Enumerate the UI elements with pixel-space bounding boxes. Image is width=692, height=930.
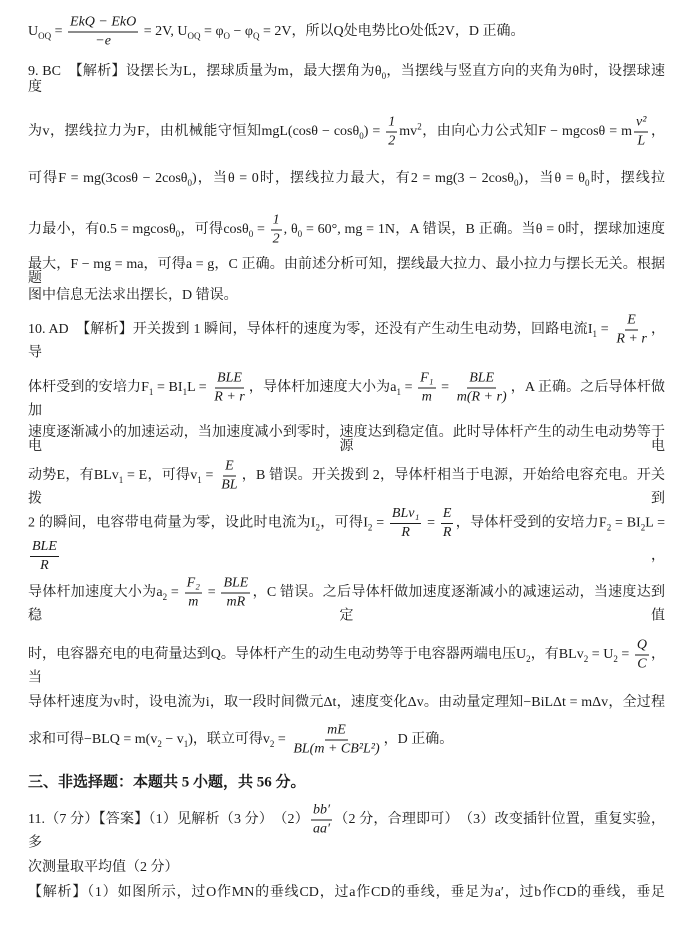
fraction-denominator: R <box>442 525 452 540</box>
text-run: = <box>253 222 269 238</box>
fraction <box>386 116 397 149</box>
text-run: = φ <box>200 24 224 40</box>
text-run: 图中信息无法求出摆长，D 错误。 <box>28 288 238 303</box>
text-run: 时，电容器充电的电荷量达到Q。导体杆产生的动生电动势等于电容器两端电压U <box>28 647 527 663</box>
fraction <box>634 116 648 149</box>
text-run: mv <box>399 124 418 140</box>
line-q10-momentum <box>28 696 665 710</box>
text-run: = BI <box>153 380 183 396</box>
subscript: 1 <box>118 475 124 486</box>
text-run: = <box>167 585 183 601</box>
text-run: 11.（7 分）【答案】（1）见解析（3 分） （2） <box>28 812 309 828</box>
subscript: 2 <box>315 522 320 533</box>
text-run: ，导 <box>28 322 666 361</box>
line-section-3-heading <box>28 776 665 791</box>
subscript: OQ <box>187 31 201 42</box>
subscript: 2 <box>640 522 646 533</box>
fraction-denominator: L <box>637 133 646 149</box>
text-run: ，当摆线与竖直方向的夹角为θ时，设摆球速度 <box>28 64 665 95</box>
text-run: 2 的瞬间，电容带电荷量为零，设此时电流为I <box>28 515 316 531</box>
text-run: 时，摆线拉 <box>589 171 665 187</box>
text-run: ，导体杆加速度大小为a <box>248 380 397 396</box>
text-run: ，C 错误。之后导体杆做加速度逐渐减小的减速运动，当速度达到稳定值 <box>28 585 665 624</box>
fraction <box>68 16 138 49</box>
text-run: （2 分，合理即可） （3）改变插针位置，重复实验，多 <box>28 812 666 851</box>
fraction-numerator: E <box>223 460 236 477</box>
text-run: = E，可得v <box>123 468 198 484</box>
fraction-denominator: C <box>637 656 647 672</box>
line-q9-heading <box>28 65 665 95</box>
subscript: 2 <box>606 522 612 533</box>
fraction-numerator: F₁ <box>418 372 435 389</box>
fraction-numerator: 1 <box>386 116 397 133</box>
line-q10-capacitor <box>28 639 665 686</box>
text-run: ，B 错误。开关拨到 2，导体杆相当于电源，开始给电容充电。开关拨到 <box>28 468 665 507</box>
text-run: ， <box>650 124 665 140</box>
line-q9-conclusion <box>28 289 665 303</box>
fraction-denominator: m <box>421 389 432 405</box>
text-run: ，D 正确。 <box>383 732 454 748</box>
subscript: 0 <box>381 70 387 81</box>
text-run: ，由向心力公式知F − mgcosθ = m <box>421 124 633 140</box>
fraction-denominator: 2 <box>272 231 280 247</box>
fraction <box>635 639 649 672</box>
fraction-denominator: R <box>401 525 410 540</box>
line-q9-tension <box>28 172 665 188</box>
text-run: 力最小，有0.5 = mgcosθ <box>28 222 176 238</box>
text-run: 9. BC 【解析】设摆长为L，摆球质量为m，最大摆角为θ <box>28 64 382 80</box>
fraction <box>418 372 435 405</box>
fraction-numerator: Q <box>635 639 649 656</box>
fraction-denominator: BL <box>221 477 238 493</box>
subscript: OQ <box>38 31 52 42</box>
text-run: = BI <box>611 515 641 531</box>
text-run: 次测量取平均值（2 分） <box>28 860 179 875</box>
fraction-numerator: EkQ − EkO <box>68 16 138 33</box>
subscript: 0 <box>359 131 364 142</box>
text-run: = 2V, U <box>140 24 188 40</box>
text-run: − v <box>161 732 184 748</box>
superscript: 2 <box>417 121 422 132</box>
text-run: 三、非选择题：本题共 5 小题，共 56 分。 <box>28 774 306 791</box>
fraction <box>390 507 421 540</box>
fraction <box>185 577 202 610</box>
text-run: = U <box>588 647 614 663</box>
text-run: 最大，F − mg = ma，可得a = g，C 正确。由前述分析可知，摆线最大拉力、最小拉力与摆长无关。根据题 <box>28 257 665 286</box>
fraction-denominator: BL(m + CB²L²) <box>293 741 380 757</box>
text-run: 【解析】（1）如图所示，过O作MN的垂线CD，过a作CD的垂线，垂足为a′，过b作CD的垂线，垂足 <box>28 885 665 900</box>
text-run: , θ <box>283 222 298 238</box>
subscript: Q <box>253 31 260 42</box>
fraction-numerator: BLE <box>30 540 59 557</box>
text-run: 速度逐渐减小的加速运动，当加速度减小到零时，速度达到稳定值。此时导体杆产生的动生电动势等于电源电 <box>28 425 665 454</box>
fraction-numerator: v² <box>634 116 648 133</box>
text-run: ， <box>60 548 665 564</box>
fraction-numerator: BLE <box>215 372 244 389</box>
subscript: 0 <box>297 229 303 240</box>
line-q10-ampere-force <box>28 372 665 419</box>
subscript: 1 <box>182 387 188 398</box>
fraction-denominator: R + r <box>616 331 647 347</box>
subscript: 1 <box>592 329 598 340</box>
line-q9-accel <box>28 258 665 286</box>
fraction-numerator: bb′ <box>311 804 332 821</box>
fraction-denominator: 2 <box>388 133 396 149</box>
text-run: ，可得I <box>319 515 368 531</box>
text-run: )，联立可得v <box>188 732 270 748</box>
text-run: 导体杆速度为v时，设电流为i，取一段时间微元Δt，速度变化Δv。由动量定理知−BiLΔt = mΔv，全过程 <box>28 695 665 710</box>
line-q10-conclusion <box>28 724 665 757</box>
subscript: 2 <box>269 739 275 750</box>
fraction-numerator: 1 <box>271 214 282 231</box>
subscript: 0 <box>175 229 181 240</box>
fraction <box>221 577 250 610</box>
fraction-numerator: BLE <box>467 372 496 389</box>
text-run: ，A 正确。之后导体杆做加 <box>28 380 665 419</box>
text-run: = <box>617 647 633 663</box>
text-run: ) = <box>363 124 385 140</box>
text-run: = <box>274 732 290 748</box>
line-q11-answer-cont <box>28 861 665 875</box>
fraction-denominator: R <box>40 558 49 573</box>
line-q11-analysis <box>28 886 665 900</box>
subscript: 0 <box>514 177 519 188</box>
line-q10-accel-motion <box>28 426 665 454</box>
text-run: = <box>51 24 67 40</box>
text-run: = 60°, mg = 1N，A 错误，B 正确。当θ = 0时，摆球加速度 <box>302 222 665 238</box>
text-run: L = <box>187 380 211 396</box>
fraction <box>271 214 282 247</box>
text-run: 可得F = mg(3cosθ − 2cosθ <box>28 171 188 187</box>
fraction-denominator: mR <box>226 594 246 610</box>
text-run: = <box>204 585 220 601</box>
text-run: = <box>423 515 439 531</box>
line-q10-heading <box>28 314 665 361</box>
text-run: 求和可得−BLQ = m(v <box>28 732 158 748</box>
line-uoq-conclusion <box>28 16 665 49</box>
subscript: 1 <box>148 387 154 398</box>
text-run: 为v，摆线拉力为F，由机械能守恒知mgL(cosθ − cosθ <box>28 124 360 140</box>
text-run: 导体杆加速度大小为a <box>28 585 163 601</box>
text-run: ，有BLv <box>530 647 584 663</box>
text-run: 体杆受到的安培力F <box>28 380 149 396</box>
text-run: L = <box>645 515 665 531</box>
fraction <box>212 372 246 405</box>
text-run: )，当θ = θ <box>518 171 585 187</box>
subscript: 1 <box>396 387 401 398</box>
fraction-numerator: mE <box>325 724 348 741</box>
fraction-denominator: m(R + r) <box>456 389 507 405</box>
line-q10-decel <box>28 577 665 624</box>
subscript: 0 <box>187 177 192 188</box>
fraction-denominator: aa′ <box>313 821 331 837</box>
fraction <box>219 460 239 493</box>
fraction <box>614 314 648 347</box>
fraction-denominator: m <box>188 594 199 610</box>
subscript: 1 <box>183 739 189 750</box>
fraction-numerator: BLE <box>221 577 250 594</box>
text-run: U <box>28 24 39 40</box>
subscript: O <box>223 31 231 42</box>
text-run: ，导体杆受到的安培力F <box>455 515 607 531</box>
subscript: 1 <box>197 475 202 486</box>
text-run: = <box>400 380 417 396</box>
fraction-numerator: E <box>625 314 638 331</box>
text-run: )，当θ = 0时，摆线拉力最大，有2 = mg(3 − 2cosθ <box>191 171 514 187</box>
subscript: 2 <box>162 592 168 603</box>
fraction-numerator: E <box>441 507 454 524</box>
text-run: − φ <box>230 24 254 40</box>
fraction-numerator: BLv₁ <box>390 507 421 524</box>
text-run: = <box>372 515 388 531</box>
line-q10-switch-2 <box>28 507 665 573</box>
text-run: = 2V，所以Q处电势比O处低2V，D 正确。 <box>259 24 525 40</box>
fraction <box>30 540 59 573</box>
line-q10-emf <box>28 460 665 507</box>
subscript: 2 <box>367 522 373 533</box>
subscript: 2 <box>613 654 618 665</box>
text-run: = <box>437 380 453 396</box>
fraction <box>311 804 332 837</box>
line-q9-energy <box>28 116 665 149</box>
subscript: 0 <box>584 177 590 188</box>
subscript: 2 <box>157 739 162 750</box>
fraction <box>441 507 454 540</box>
subscript: 2 <box>526 654 531 665</box>
text-run: = <box>597 322 613 338</box>
fraction-numerator: F₂ <box>185 577 202 594</box>
text-run: 10. AD 【解析】开关拨到 1 瞬间，导体杆的速度为零，还没有产生动生电动势，回路电流I <box>28 322 593 338</box>
fraction-denominator: −e <box>95 33 111 49</box>
fraction <box>291 724 381 757</box>
text-run: ，当 <box>28 647 666 686</box>
fraction-denominator: R + r <box>214 389 245 405</box>
line-q11-answer <box>28 804 665 851</box>
text-run: ，可得cosθ <box>180 222 249 238</box>
fraction <box>455 372 509 405</box>
text-run: = <box>201 468 218 484</box>
line-q9-min-tension <box>28 214 665 247</box>
text-run: 动势E，有BLv <box>28 468 119 484</box>
subscript: 2 <box>583 654 589 665</box>
subscript: 0 <box>248 229 254 240</box>
